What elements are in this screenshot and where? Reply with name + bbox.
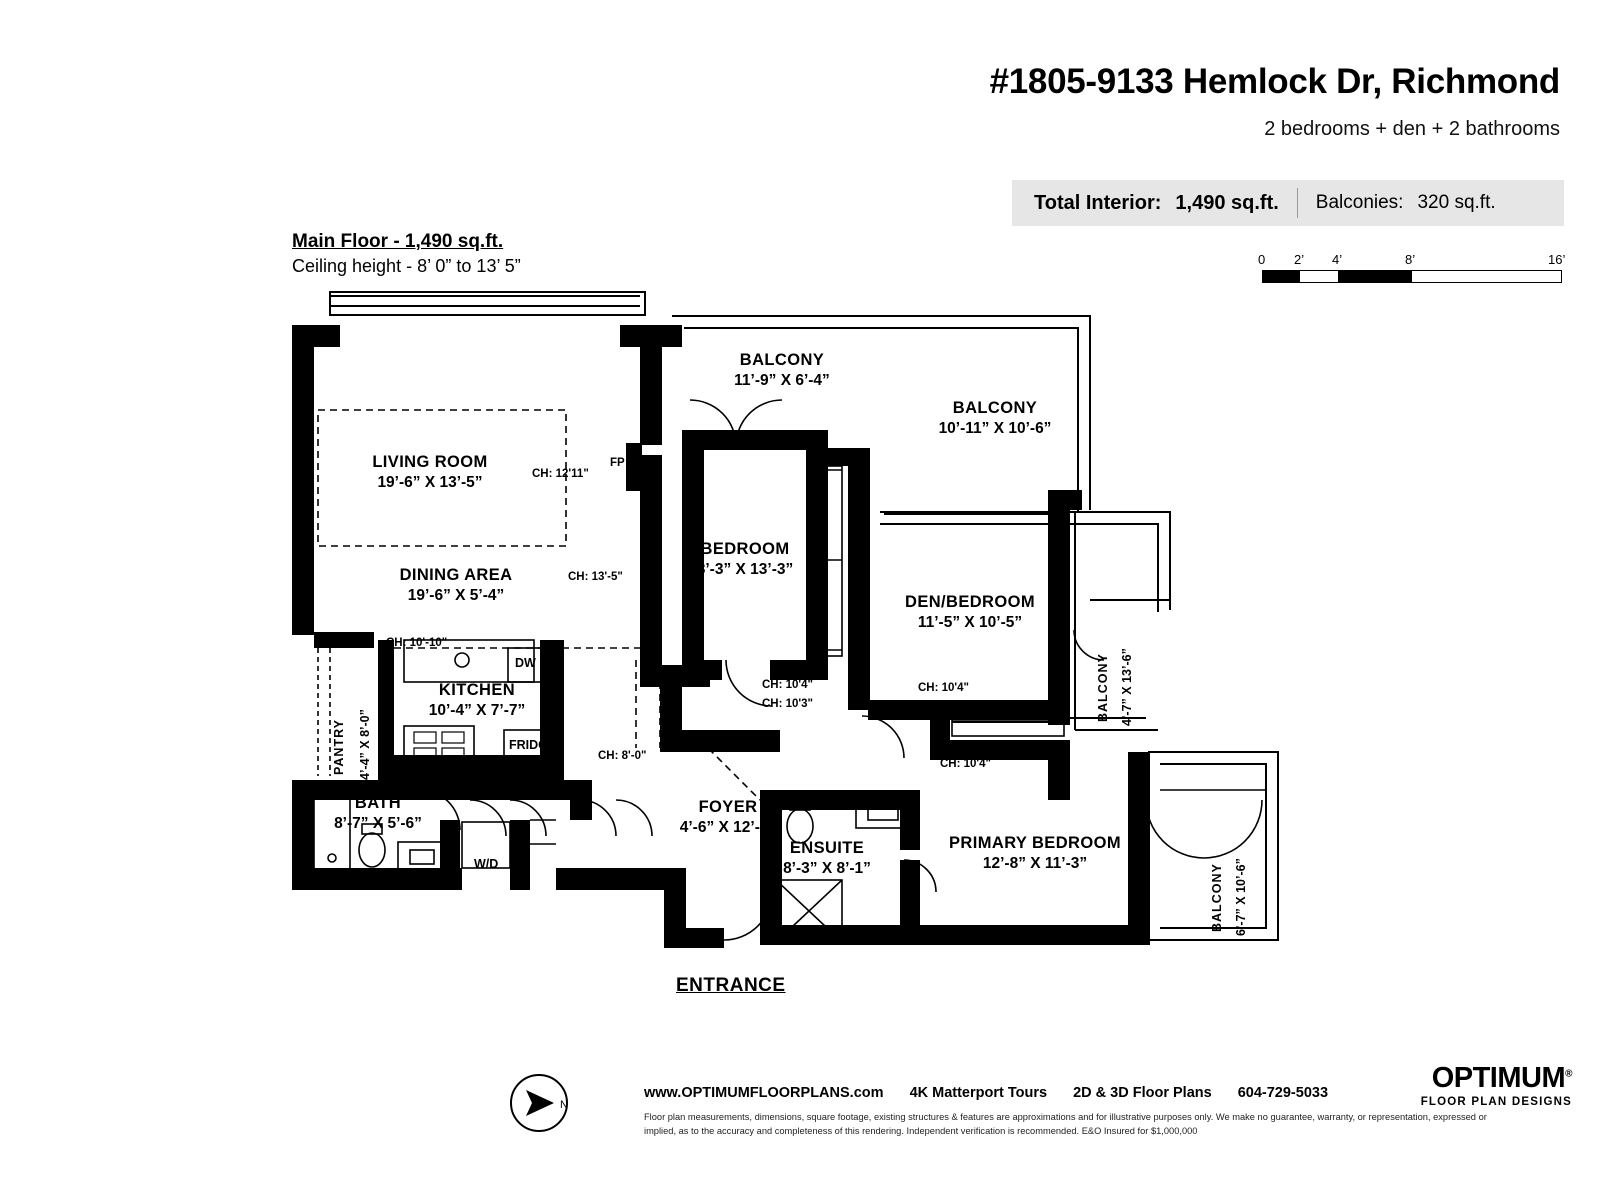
room-pantry-dim: 4’-4” X 8’-0” [358,709,372,780]
room-pantry: PANTRY [332,719,346,775]
logo-secondary-text: FLOOR PLAN DESIGNS [1420,1096,1572,1108]
total-interior-value: 1,490 sq.ft. [1175,191,1279,214]
footer-floorplans[interactable]: 2D & 3D Floor Plans [1073,1085,1212,1101]
room-balcony-3-dim: 4’-7” X 13’-6” [1120,648,1134,726]
room-foyer: FOYER 4’-6” X 12’-5” [679,798,777,836]
footer-website[interactable]: www.OPTIMUMFLOORPLANS.com [644,1085,884,1101]
logo-registered-mark: ® [1565,1068,1572,1080]
room-balcony-4: BALCONY [1210,863,1224,932]
floor-label: Main Floor - 1,490 sq.ft. [292,231,504,252]
entrance-label: ENTRANCE [676,975,786,996]
scale-tick-2: 2’ [1294,252,1305,267]
page-subtitle: 2 bedrooms + den + 2 bathrooms [1264,118,1560,140]
room-living-room: LIVING ROOM 19’-6” X 13’-5” [372,453,488,491]
ceiling-note-hall: CH: 10'3" [762,698,814,710]
compass-icon [508,1072,570,1134]
balconies-value: 320 sq.ft. [1417,192,1496,213]
room-balcony-3: BALCONY [1096,653,1110,722]
page-title: #1805-9133 Hemlock Dr, Richmond [989,62,1560,101]
room-balcony-2: BALCONY 10’-11” X 10’-6” [938,399,1052,437]
fireplace-label: FP [610,457,625,469]
room-balcony-1: BALCONY 11’-9” X 6’-4” [734,351,830,389]
footer-links [644,1085,1350,1101]
ceiling-note-primary: CH: 10'4" [940,758,992,770]
svg-text:N: N [560,1099,568,1111]
room-primary-bedroom: PRIMARY BEDROOM 12’-8” X 11’-3” [949,834,1121,872]
scale-tick-16: 16’ [1548,252,1566,267]
balconies-label: Balconies: [1315,192,1404,213]
fridge-label: FRIDGE [509,738,557,752]
ceiling-height-label: Ceiling height - 8’ 0” to 13’ 5” [292,256,521,276]
ceiling-note-entry: CH: 8'-0" [598,750,647,762]
scale-tick-4: 4’ [1332,252,1343,267]
dishwasher-label: DW [515,656,536,670]
ceiling-note-bedroom: CH: 10'4" [762,679,814,691]
room-bedroom: BEDROOM 8’-3” X 13’-3” [696,540,794,578]
footer-phone[interactable]: 604-729-5033 [1237,1085,1329,1101]
room-kitchen: KITCHEN 10’-4” X 7’-7” [428,681,526,719]
room-bath: BATH 8’-7” X 5’-6” [334,794,422,832]
ceiling-note-kitchen: CH: 10'-10" [386,637,448,649]
ceiling-note-dining: CH: 13'-5" [568,571,623,583]
room-ensuite: ENSUITE 8’-3” X 8’-1” [783,839,871,877]
scale-tick-0: 0 [1258,252,1266,267]
total-interior-label: Total Interior: [1034,191,1162,214]
room-dining-area: DINING AREA 19’-6” X 5’-4” [399,566,513,604]
ceiling-note-living: CH: 12'11" [532,468,589,480]
washer-dryer-label: W/D [474,857,499,871]
room-balcony-4-dim: 6’-7” X 10’-6” [1234,858,1248,936]
logo-primary-text: OPTIMUM® [1431,1062,1572,1094]
disclaimer-text: Floor plan measurements, dimensions, square footage, existing structures & features are approximations and for illustrative purposes only. We make no guarantee, warranty, or representation, expressed or implied, as to the accuracy and completeness of this rendering. Independent verification is recommended. E&O Insured for $1,000,000 [644,1112,1487,1137]
footer-matterport[interactable]: 4K Matterport Tours [909,1085,1048,1101]
ceiling-note-den: CH: 10'4" [918,682,970,694]
optimum-logo [1421,1064,1572,1108]
scale-tick-8: 8’ [1405,252,1416,267]
room-den-bedroom: DEN/BEDROOM 11’-5” X 10’-5” [905,593,1035,631]
